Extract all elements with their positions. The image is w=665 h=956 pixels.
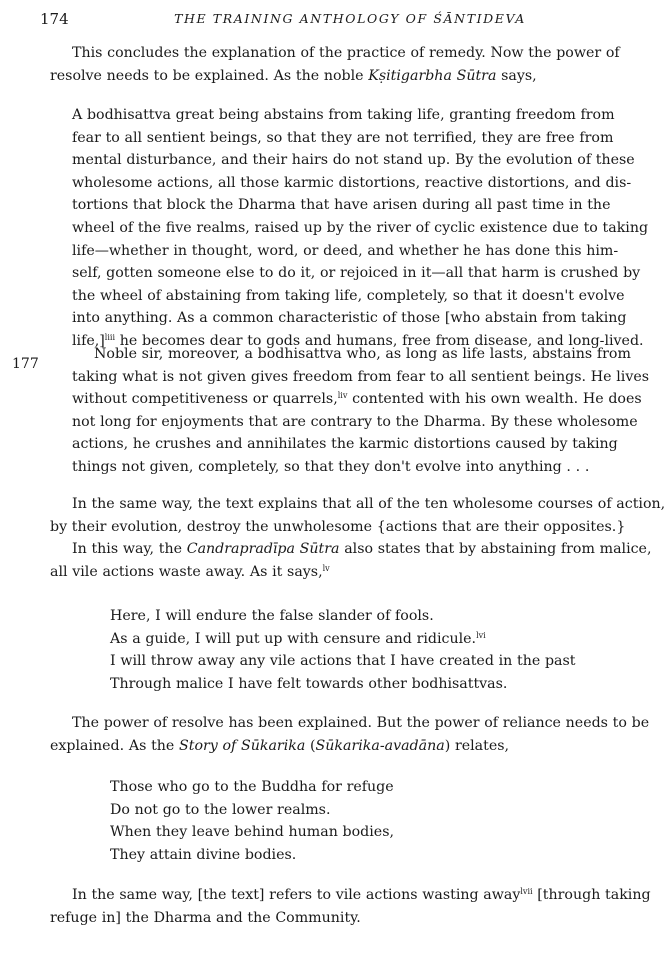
quote-line: things not given, completely, so that they don't evolve into anything . . . [72, 458, 590, 475]
sutra-title: Kṣitigarbha Sūtra [368, 67, 497, 84]
verse-line: Do not go to the lower realms. [110, 801, 331, 818]
paragraph-reliance [50, 712, 650, 757]
verse-sukarika [110, 776, 570, 866]
running-title: THE TRAINING ANTHOLOGY OF ŚĀNTIDEVA [174, 11, 526, 26]
verse-line: Those who go to the Buddha for refuge [110, 779, 394, 795]
margin-reference-number: 177 [12, 356, 39, 372]
verse-candrapradipa [110, 605, 576, 695]
endnote-marker: liv [337, 391, 348, 401]
quote-line: taking what is not given gives freedom from fear to all sentient beings. He lives [72, 368, 650, 385]
verse-line: I will throw away any vile actions that I have created in the past [110, 653, 576, 670]
text-line: In this way, the Candrapradīpa Sūtra also states that by abstaining from malice, [72, 541, 652, 558]
quote-line: Noble sir, moreover, a bodhisattva who, as long as life lasts, abstains from [94, 346, 631, 362]
quote-line: wholesome actions, all those karmic distortions, reactive distortions, and dis- [72, 174, 632, 191]
story-title: Story of Sūkarika [179, 737, 306, 754]
verse-line: When they leave behind human bodies, [110, 824, 394, 841]
text-line: This concludes the explanation of the practice of remedy. Now the power of [72, 45, 620, 61]
verse-line: As a guide, I will put up with censure and ridicule.$^{lvi}$ [110, 630, 486, 647]
paragraph-candrapradipa [50, 493, 665, 583]
quote-line: without competitiveness or quarrels,$^{liv}$ contented with his own wealth. He does [72, 391, 642, 408]
quote-line: A bodhisattva great being abstains from taking life, granting freedom from [72, 107, 615, 123]
quote-line: self, gotten someone else to do it, or rejoiced in it—all that harm is crushed by [72, 265, 641, 282]
story-title-sanskrit: Sūkarika-avadāna [315, 737, 445, 754]
block-quote-ksitigarbha [72, 104, 649, 353]
text-line: In the same way, [the text] refers to vile actions wasting away$^{lvii}$ [through taking [72, 887, 651, 903]
quote-line: actions, he crushes and annihilates the karmic distortions caused by taking [72, 436, 618, 453]
sutra-title: Candrapradīpa Sūtra [186, 541, 340, 558]
quote-line: mental disturbance, and their hairs do not stand up. By the evolution of these [72, 152, 635, 169]
intro-paragraph [50, 42, 620, 87]
quote-line: fear to all sentient beings, so that they are not terrified, they are free from [72, 129, 614, 146]
text-line: resolve needs to be explained. As the noble Kṣitigarbha Sūtra says, [50, 67, 537, 84]
verse-line: Here, I will endure the false slander of fools. [110, 608, 434, 624]
quote-line: life,]$^{liii}$ he becomes dear to gods and humans, free from disease, and long-lived. [72, 332, 644, 349]
endnote-marker: liii [104, 332, 116, 342]
text-line: by their evolution, destroy the unwholesome {actions that are their opposites.} [50, 518, 626, 535]
page-number: 174 [40, 10, 69, 28]
text-line: The power of resolve has been explained. But the power of reliance needs to be [72, 715, 650, 731]
text-line: all vile actions waste away. As it says,$^{lv}$ [50, 563, 330, 580]
quote-line: life—whether in thought, word, or deed, and whether he has done this him- [72, 242, 619, 259]
quote-line: tortions that block the Dharma that have arisen during all past time in the [72, 197, 611, 214]
quote-line: into anything. As a common characteristic of those [who abstain from taking [72, 310, 627, 327]
verse-line: Through malice I have felt towards other bodhisattvas. [110, 675, 508, 692]
text-line: refuge in] the Dharma and the Community. [50, 909, 361, 926]
endnote-marker: lvi [476, 630, 486, 640]
verse-line: They attain divine bodies. [110, 846, 297, 863]
quote-line: not long for enjoyments that are contrary to the Dharma. By these wholesome [72, 413, 638, 430]
running-header [0, 10, 600, 32]
text-line: In the same way, the text explains that all of the ten wholesome courses of action, [72, 496, 665, 512]
endnote-marker: lv [322, 563, 330, 573]
block-quote-continued [72, 343, 650, 479]
quote-line: the wheel of abstaining from taking life, completely, so that it doesn't evolve [72, 287, 625, 304]
text-line: explained. As the Story of Sūkarika (Sūkarika-avadāna) relates, [50, 737, 510, 754]
endnote-marker: lvii [520, 887, 533, 896]
paragraph-refuge [50, 884, 651, 929]
quote-line: wheel of the five realms, raised up by the river of cyclic existence due to taking [72, 219, 649, 236]
